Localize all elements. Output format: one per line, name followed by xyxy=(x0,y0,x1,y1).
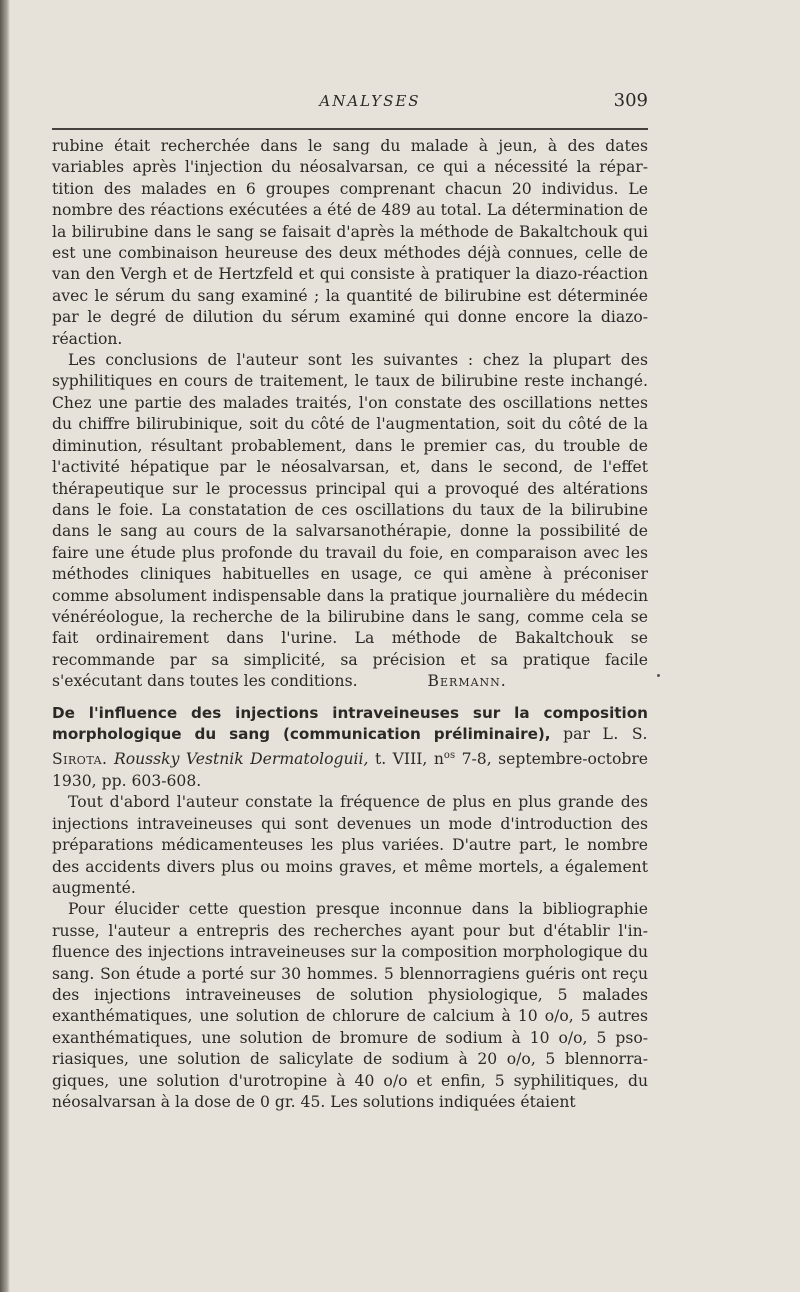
journal-name: Roussky Vestnik Dermatologuii, xyxy=(113,750,369,769)
reviewer-signature: Bermann. xyxy=(427,672,507,691)
citation-by: par xyxy=(563,724,590,743)
book-binding-edge xyxy=(0,0,10,1292)
document-page xyxy=(52,88,648,1113)
paragraph-bilirubin-method: rubine était recherchée dans le sang du malade à jeun, à des dates variables après l'injection du néosalvarsan, ce qui a nécessité la répartition des malades en 6 groupes comprenant chacun 20 individus. Le nombre des réactions exécutées a été de 489 au total. La détermination de la bilirubine dans le sang se faisait d'après la méthode de Bakaltchouk qui est une combinaison heureuse des deux méthodes déjà connues, celle de van den Vergh et de Hertzfeld et qui consiste à pratiquer la diazo-réaction avec le sérum du sang examiné ; la quantité de bilirubine est déterminée par le degré de dilution du sérum examiné qui donne encore la diazo-réaction. xyxy=(52,137,648,348)
issue-superscript: os xyxy=(443,750,456,762)
conclusions-text: Les conclusions de l'auteur sont les suivantes : chez la plupart des syphilitiques en cours de traitement, le taux de bilirubine reste inchangé. Chez une partie des malades traités, l'on constate des oscillations nettes du chiffre bilirubinique, soit du côté de l'augmentation, soit du côté de la diminution, résultant probablement, dans le premier cas, du trouble de l'activité hépatique par le néosalvarsan, et, dans le second, de l'effet thérapeutique sur le processus principal qui a provoqué des altérations dans le foie. La constatation de ces oscillations du taux de la bilirubine dans le sang au cours de la salvarsanothérapie, donne la possibilité de faire une étude plus profonde du travail du foie, en comparaison avec les méthodes cliniques habituelles en usage, ce qui amène à préconiser comme absolument indispensable dans la pratique journalière du médecin vénéréologue, la recherche de la bilirubine dans le sang, comme cela se fait ordinairement dans l'urine. La méthode de Bakaltchouk se recommande par sa simplicité, sa précision et sa pratique facile s'exécutant dans toutes les conditions. xyxy=(52,351,648,691)
article-title: De l'influence des injections intraveineuses sur la composition morphologique du sang (communication préliminaire), xyxy=(52,703,648,743)
page-number: 309 xyxy=(613,90,648,111)
issue-label: n xyxy=(433,750,444,769)
issue-details: 7-8, septembre-octobre 1930, pp. 603-608. xyxy=(52,750,649,790)
journal-volume: t. VIII, xyxy=(374,750,428,769)
article-author: L. S. Sirota. xyxy=(52,724,648,769)
paragraph-introduction: Tout d'abord l'auteur constate la fréquence de plus en plus grande des injections intraveineuses qui sont devenues un mode d'introduction des préparations médicamenteuses les plus variées. D'autre part, le nombre des accidents divers plus ou moins graves, et même mortels, a également augmenté. xyxy=(52,793,648,897)
paragraph-conclusions xyxy=(52,350,648,693)
page-header xyxy=(52,88,648,118)
paragraph-study-design: Pour élucider cette question presque inconnue dans la bibliographie russe, l'auteur a entrepris des recherches ayant pour but d'établir l'influence des injections intraveineuses sur la composition morphologique du sang. Son étude a porté sur 30 hommes. 5 blennorragiens guéris ont reçu des injections intraveineuses de solution physiologique, 5 malades exanthématiques, une solution de chlorure de calcium à 10 o/o, 5 autres exanthématiques, une solution de bromure de sodium à 10 o/o, 5 psoriasiques, une solution de salicylate de sodium à 20 o/o, 5 blennorragiques, une solution d'urotropine à 40 o/o et enfin, 5 syphilitiques, du néosalvarsan à la dose de 0 gr. 45. Les solutions indiquées étaient xyxy=(52,900,648,1112)
scan-artifact-dot xyxy=(657,674,660,677)
article-citation xyxy=(52,703,648,793)
running-title: ANALYSES xyxy=(319,92,421,110)
header-rule xyxy=(52,128,648,130)
